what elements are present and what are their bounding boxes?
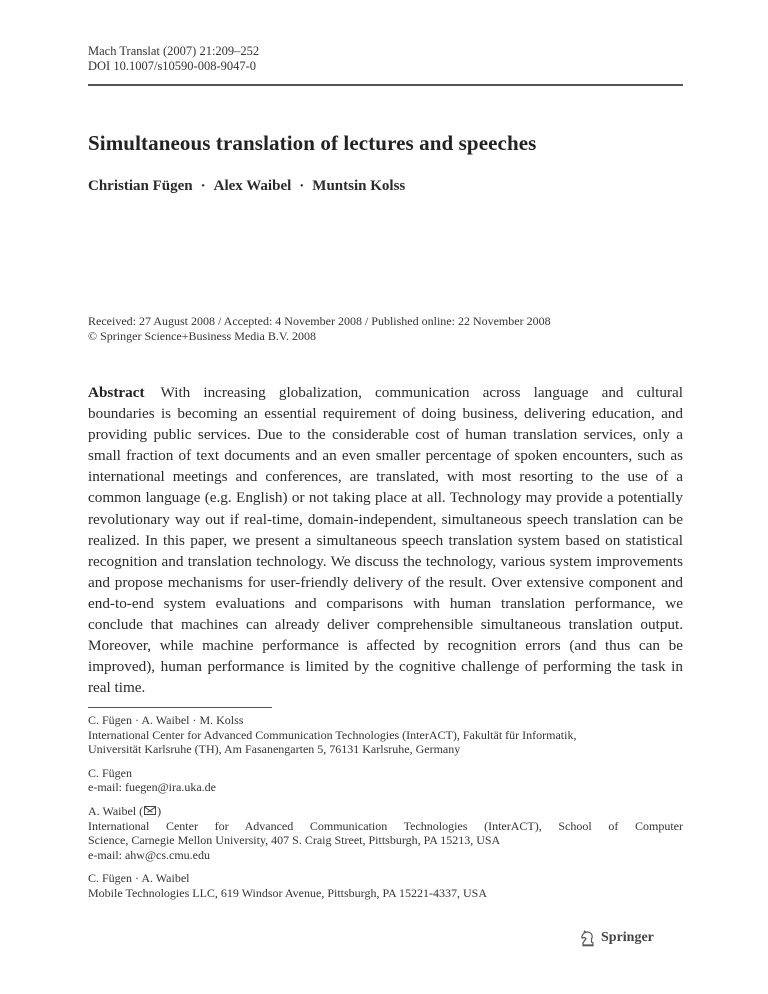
- copyright-notice: © Springer Science+Business Media B.V. 2008: [88, 328, 316, 343]
- date-history: Received: 27 August 2008 / Accepted: 4 November 2008 / Published online: 22 November 2008: [88, 314, 551, 328]
- author-name: Alex Waibel: [213, 178, 292, 194]
- corresponding-author-line: A. Waibel ( ): [88, 803, 162, 818]
- journal-citation: Mach Translat (2007) 21:209–252: [88, 44, 260, 58]
- publication-dates: [88, 314, 551, 343]
- author-list: [88, 178, 405, 195]
- footnote-rule: [88, 707, 272, 708]
- affiliation-line: Science, Carnegie Mellon University, 407 S. Craig Street, Pittsburgh, PA 15213, USA: [88, 833, 501, 848]
- author-name: Muntsin Kolss: [312, 178, 406, 194]
- envelope-icon: [144, 806, 156, 815]
- affiliation-block: [88, 871, 683, 900]
- publisher-name: Springer: [601, 930, 654, 945]
- affiliation-line: Mobile Technologies LLC, 619 Windsor Avenue, Pittsburgh, PA 15221-4337, USA: [88, 885, 488, 900]
- affiliation-block: [88, 766, 683, 795]
- affiliation-names: C. Fügen · A. Waibel: [88, 871, 190, 886]
- paper-title: Simultaneous translation of lectures and speeches: [88, 131, 537, 155]
- abstract-text: With increasing globalization, communication across language and cultural boundaries is becoming an essential requirement of doing business, delivering education, and providing public services. Due to the considerable cost of human translation services, only a small fraction of text documents and an even smaller percentage of spoken encounters, such as international meetings and conferences, are translated, with most resorting to the use of a common language (e.g. English) or not taking place at all. Technology may provide a potentially revolutionary way out if real-time, domain-independent, simultaneous speech translation can be realized. In this paper, we present a simultaneous speech translation system based on statistical recognition and translation technology. We discuss the technology, various system improvements and propose mechanisms for user-friendly delivery of the result. Over extensive component and end-to-end system evaluations and comparisons with human translation performance, we conclude that machines can already deliver comprehensible simultaneous translation output. Moreover, while machine performance is affected by recognition errors (and thus can be improved), human performance is limited by the cognitive challenge of performing the task in real time.: [88, 384, 683, 697]
- affiliation-names: C. Fügen: [88, 765, 133, 780]
- abstract: [88, 382, 683, 698]
- author-separator: ·: [299, 178, 305, 194]
- affiliation-block: [88, 713, 683, 757]
- header-rule: [88, 84, 683, 86]
- email-line: e-mail: fuegen@ira.uka.de: [88, 780, 216, 795]
- affiliation-block: [88, 804, 683, 862]
- paper-page: [88, 0, 684, 994]
- publisher-logo: [579, 929, 654, 947]
- affiliations: [88, 713, 683, 910]
- affiliation-line: Universität Karlsruhe (TH), Am Fasanengarten 5, 76131 Karlsruhe, Germany: [88, 742, 461, 757]
- affiliation-names: C. Fügen · A. Waibel · M. Kolss: [88, 713, 244, 727]
- doi: DOI 10.1007/s10590-008-9047-0: [88, 58, 257, 73]
- affiliation-line: International Center for Advanced Communication Technologies (InterACT), School of Computer: [88, 818, 683, 833]
- journal-header: [88, 44, 259, 73]
- springer-knight-icon: [579, 929, 597, 947]
- author-name: Christian Fügen: [88, 178, 193, 194]
- email-line: e-mail: ahw@cs.cmu.edu: [88, 847, 211, 862]
- affiliation-line: International Center for Advanced Communication Technologies (InterACT), Fakultät für Informatik,: [88, 727, 577, 742]
- abstract-label: Abstract: [88, 384, 145, 401]
- affiliation-names: A. Waibel: [88, 803, 137, 818]
- author-separator: ·: [200, 178, 206, 194]
